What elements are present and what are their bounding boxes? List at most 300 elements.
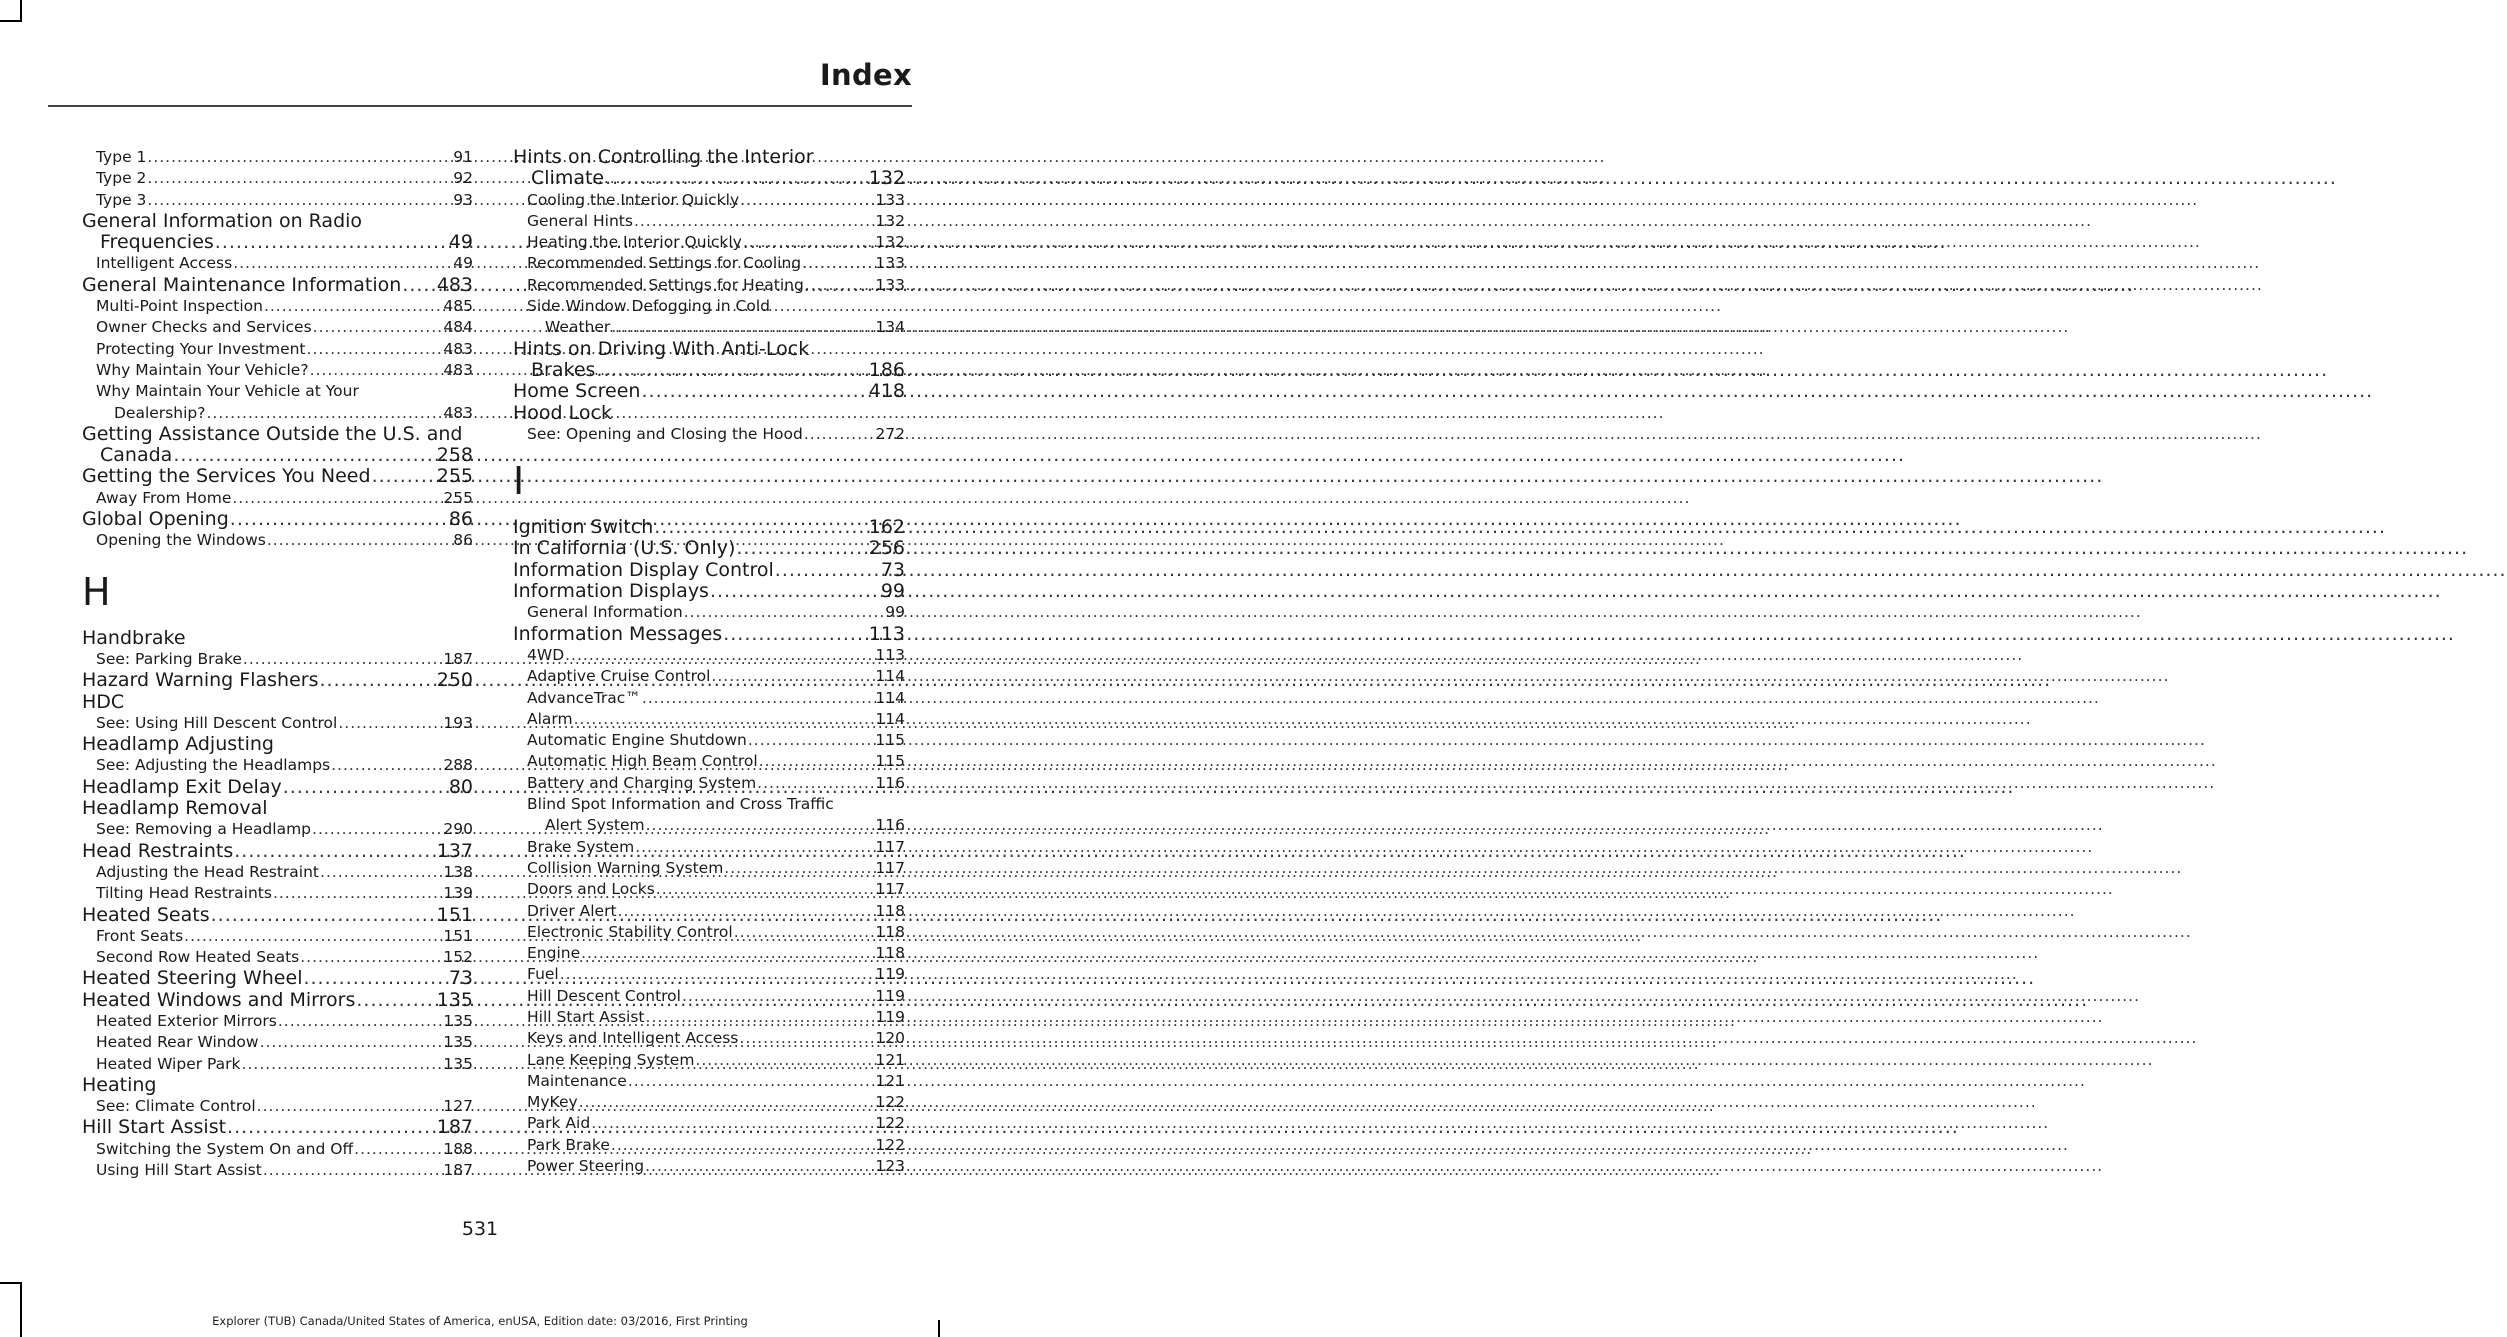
entry-text: Maintenance: [527, 1071, 627, 1090]
leader-dots: [646, 815, 875, 836]
page-ref: 99: [885, 603, 905, 622]
index-subentry[interactable]: [513, 190, 905, 211]
entry-text: See: Parking Brake: [96, 649, 242, 668]
entry-text: Driver Alert: [527, 901, 617, 920]
leader-dots: [641, 381, 867, 402]
page-ref: 121: [875, 1071, 905, 1090]
leader-dots: [233, 253, 452, 274]
index-subentry[interactable]: [513, 296, 905, 339]
leader-dots: [611, 317, 874, 338]
index-subentry[interactable]: [513, 879, 905, 900]
entry-text: General Information: [527, 603, 683, 622]
entry-text: Getting the Services You Need: [82, 465, 371, 488]
page-ref: 258: [436, 444, 473, 467]
page-ref: 139: [443, 884, 473, 903]
leader-dots: [147, 147, 452, 168]
entry-text: Doors and Locks: [527, 880, 655, 899]
entry-text: Tilting Head Restraints: [96, 884, 272, 903]
entry-text: 4WD: [527, 645, 565, 664]
page-ref: 119: [875, 965, 905, 984]
index-subentry[interactable]: [513, 253, 905, 274]
entry-text-line1: Hints on Driving With Anti-Lock: [513, 337, 810, 360]
entry-text: See: Climate Control: [96, 1097, 256, 1116]
index-subentry[interactable]: [513, 211, 905, 232]
index-column-right: [513, 147, 905, 1177]
page-ref: 483: [443, 360, 473, 379]
entry-text: Using Hill Start Assist: [96, 1161, 262, 1180]
page-ref: 86: [453, 531, 473, 550]
page-ref: 135: [436, 988, 473, 1011]
page-number: 531: [461, 1218, 499, 1240]
index-subentry[interactable]: [82, 1160, 473, 1181]
page-ref: 86: [448, 508, 473, 531]
index-entry[interactable]: [513, 339, 905, 382]
leader-dots: [579, 1092, 875, 1113]
index-entry[interactable]: [82, 841, 473, 862]
index-subentry[interactable]: [82, 317, 473, 338]
leader-dots: [242, 1054, 443, 1075]
page-ref: 485: [443, 297, 473, 316]
entry-text-line2[interactable]: [513, 360, 905, 381]
section-letter-h: H: [82, 569, 111, 614]
entry-text-line1: General Information on Radio: [82, 209, 363, 232]
entry-text-line2[interactable]: [527, 317, 905, 338]
page-ref: 99: [880, 580, 905, 603]
page-ref: 135: [443, 1033, 473, 1052]
leader-dots: [273, 883, 442, 904]
index-subentry[interactable]: [82, 1139, 473, 1160]
entry-text: Heated Wiper Park: [96, 1054, 241, 1073]
leader-dots: [402, 275, 435, 296]
index-subentry[interactable]: [82, 168, 473, 189]
page-ref: 151: [443, 926, 473, 945]
leader-dots: [173, 445, 435, 466]
page-ref: 186: [868, 358, 905, 381]
entry-text: Protecting Your Investment: [96, 339, 306, 358]
leader-dots: [320, 862, 442, 883]
leader-dots: [354, 1139, 442, 1160]
index-subentry[interactable]: [82, 947, 473, 968]
entry-text: Adjusting the Head Restraint: [96, 862, 320, 881]
index-subentry[interactable]: [513, 688, 905, 709]
leader-dots: [313, 317, 443, 338]
index-entry[interactable]: [82, 990, 473, 1011]
entry-text-line1: Hints on Controlling the Interior: [513, 146, 814, 168]
entry-text: Cooling the Interior Quickly: [527, 190, 740, 209]
page-ref: 151: [436, 903, 473, 926]
index-entry[interactable]: [82, 968, 473, 989]
index-subentry[interactable]: [82, 649, 473, 670]
leader-dots: [234, 841, 436, 862]
index-subentry[interactable]: [82, 253, 473, 274]
index-subentry[interactable]: [513, 943, 905, 964]
index-subentry[interactable]: [513, 901, 905, 922]
entry-text: Hill Descent Control: [527, 986, 681, 1005]
leader-dots: [740, 190, 874, 211]
leader-dots: [682, 986, 874, 1007]
page-ref: 290: [443, 820, 473, 839]
leader-dots: [227, 1117, 436, 1138]
leader-dots: [802, 253, 874, 274]
index-subentry[interactable]: [513, 424, 905, 445]
page-ref: 117: [875, 837, 905, 856]
index-heading: Hood Lock: [513, 401, 612, 424]
index-subentry[interactable]: [513, 964, 905, 985]
leader-dots: [734, 922, 875, 943]
index-subentry[interactable]: [513, 773, 905, 794]
leader-dots: [724, 858, 874, 879]
index-subentry[interactable]: [513, 1050, 905, 1071]
index-subentry[interactable]: [513, 751, 905, 772]
leader-dots: [147, 168, 452, 189]
index-subentry[interactable]: [513, 1135, 905, 1156]
index-subentry[interactable]: [82, 360, 473, 381]
leader-dots: [743, 232, 875, 253]
entry-text: Electronic Stability Control: [527, 922, 733, 941]
leader-dots: [591, 1113, 874, 1134]
leader-dots: [565, 645, 874, 666]
entry-text: Why Maintain Your Vehicle?: [96, 360, 309, 379]
index-subentry[interactable]: [513, 1156, 905, 1177]
leader-dots: [775, 560, 880, 581]
leader-dots: [646, 1007, 875, 1028]
entry-text: Heating the Interior Quickly: [527, 233, 742, 252]
leader-dots: [147, 190, 452, 211]
entry-text: Recommended Settings for Cooling: [527, 254, 802, 273]
leader-dots: [243, 649, 442, 670]
index-subentry[interactable]: [513, 1071, 905, 1092]
page-ref: 193: [443, 713, 473, 732]
index-entry[interactable]: [513, 381, 905, 402]
entry-text: Type 1: [96, 148, 147, 166]
index-subentry[interactable]: [82, 190, 473, 211]
index-entry[interactable]: [513, 624, 905, 645]
left-top-entries: [82, 147, 473, 552]
entry-text-line2[interactable]: [82, 232, 473, 253]
index-subentry[interactable]: [513, 1007, 905, 1028]
right-top-entries: [513, 147, 905, 445]
index-subentry[interactable]: [513, 922, 905, 943]
page-ref: 115: [875, 731, 905, 750]
page-ref: 117: [875, 880, 905, 899]
page-ref: 132: [875, 211, 905, 230]
entry-text: Heated Exterior Mirrors: [96, 1011, 277, 1030]
leader-dots: [618, 901, 875, 922]
leader-dots: [372, 466, 436, 487]
index-subentry[interactable]: [82, 1032, 473, 1053]
entry-text: Dealership?: [114, 403, 206, 422]
entry-text: Park Aid: [527, 1114, 591, 1133]
index-subentry[interactable]: [82, 713, 473, 734]
index-heading: HDC: [82, 690, 125, 713]
leader-dots: [331, 755, 442, 776]
entry-text: Information Display Control: [513, 558, 774, 581]
index-subentry[interactable]: [82, 381, 473, 424]
entry-text: MyKey: [527, 1093, 578, 1112]
entry-text: Hill Start Assist: [527, 1007, 645, 1026]
index-column-left: [82, 147, 473, 1181]
index-subentry[interactable]: [82, 819, 473, 840]
index-entry[interactable]: [82, 275, 473, 296]
leader-dots: [230, 509, 448, 530]
leader-dots: [645, 1156, 874, 1177]
entry-text: Owner Checks and Services: [96, 318, 312, 337]
entry-text: See: Using Hill Descent Control: [96, 713, 338, 732]
entry-text: Canada: [100, 444, 173, 467]
index-entry[interactable]: [513, 538, 905, 559]
entry-text: Heated Seats: [82, 903, 210, 926]
index-heading: Heating: [82, 1073, 157, 1096]
index-entry[interactable]: [513, 581, 905, 602]
entry-text: Intelligent Access: [96, 254, 233, 273]
page-ref: 135: [443, 1011, 473, 1030]
leader-dots: [257, 1096, 443, 1117]
leader-dots: [634, 211, 874, 232]
index-subentry[interactable]: [82, 862, 473, 883]
page-ref: 418: [868, 380, 905, 403]
entry-text: Information Displays: [513, 580, 709, 603]
entry-text: Weather: [545, 318, 611, 337]
entry-text-line1: Getting Assistance Outside the U.S. and: [82, 422, 463, 445]
leader-dots: [711, 666, 874, 687]
entry-text: Brakes: [531, 358, 596, 381]
page-ref: 120: [875, 1029, 905, 1048]
index-subentry[interactable]: [82, 883, 473, 904]
leader-dots: [596, 360, 867, 381]
index-subentry[interactable]: [513, 275, 905, 296]
entry-text: Brake System: [527, 837, 635, 856]
page-ref: 152: [443, 948, 473, 967]
index-subentry[interactable]: [513, 1113, 905, 1134]
leader-dots: [356, 990, 435, 1011]
index-entry[interactable]: [82, 211, 473, 254]
entry-text: Hazard Warning Flashers: [82, 669, 319, 692]
leader-dots: [283, 777, 448, 798]
leader-dots: [748, 730, 875, 751]
page-ref: 250: [436, 669, 473, 692]
entry-text: Second Row Heated Seats: [96, 948, 300, 967]
page-ref: 123: [875, 1157, 905, 1176]
page-ref: 133: [875, 254, 905, 273]
leader-dots: [605, 168, 868, 189]
index-subentry[interactable]: [82, 296, 473, 317]
entry-text-line1: Side Window Defogging in Cold: [527, 297, 770, 316]
index-subentry[interactable]: [82, 339, 473, 360]
index-entry[interactable]: [513, 560, 905, 581]
page-ref: 138: [443, 862, 473, 881]
index-subentry[interactable]: [513, 858, 905, 879]
leader-dots: [628, 1071, 875, 1092]
page-ref: 288: [443, 756, 473, 775]
index-subentry[interactable]: [513, 602, 905, 623]
index-subentry[interactable]: [82, 488, 473, 509]
leader-dots: [654, 517, 867, 538]
page-ref: 73: [880, 558, 905, 581]
entry-text-line1: Why Maintain Your Vehicle at Your: [96, 382, 359, 401]
index-entry[interactable]: [513, 147, 905, 190]
entry-text: Head Restraints: [82, 839, 234, 862]
entry-text: Opening the Windows: [96, 531, 266, 550]
index-subentry[interactable]: [513, 645, 905, 666]
index-entry[interactable]: [513, 517, 905, 538]
page-ref: 483: [436, 273, 473, 296]
page-ref: 272: [875, 424, 905, 443]
left-bottom-entries: [82, 628, 473, 1182]
page-ref: 80: [448, 775, 473, 798]
page-ref: 255: [443, 488, 473, 507]
index-entry[interactable]: [82, 905, 473, 926]
leader-dots: [211, 905, 436, 926]
entry-text: Heated Rear Window: [96, 1033, 259, 1052]
leader-dots: [723, 624, 868, 645]
page-ref: 73: [448, 967, 473, 990]
page-ref: 113: [868, 622, 905, 645]
page-ref: 115: [875, 752, 905, 771]
index-subentry[interactable]: [513, 837, 905, 858]
page-ref: 114: [875, 709, 905, 728]
page-ref: 188: [443, 1139, 473, 1158]
entry-text: See: Removing a Headlamp: [96, 820, 312, 839]
leader-dots: [656, 879, 875, 900]
page-ref: 187: [443, 649, 473, 668]
index-entry[interactable]: [82, 670, 473, 691]
page-ref: 484: [443, 318, 473, 337]
entry-text: Global Opening: [82, 508, 229, 531]
index-subentry[interactable]: [513, 794, 905, 837]
page-ref: 118: [875, 944, 905, 963]
index-subentry[interactable]: [513, 1092, 905, 1113]
entry-text: Battery and Charging System: [527, 773, 757, 792]
index-entry[interactable]: [82, 466, 473, 487]
page-ref: 134: [875, 318, 905, 337]
page-ref: 187: [443, 1161, 473, 1180]
page-ref: 137: [436, 839, 473, 862]
index-subentry[interactable]: [82, 1096, 473, 1117]
leader-dots: [312, 819, 442, 840]
entry-text: AdvanceTrac™: [527, 688, 641, 707]
entry-text: Type 2: [96, 169, 147, 188]
entry-text-line2[interactable]: [513, 168, 905, 189]
page-ref: 133: [875, 275, 905, 294]
page-ref: 118: [875, 922, 905, 941]
entry-text: Alert System: [545, 816, 645, 835]
index-entry[interactable]: [82, 1117, 473, 1138]
index-entry[interactable]: [82, 424, 473, 467]
entry-text: Information Messages: [513, 622, 723, 645]
page-ref: 116: [875, 816, 905, 835]
index-subentry[interactable]: [513, 730, 905, 751]
index-subentry[interactable]: [513, 232, 905, 253]
index-subentry[interactable]: [82, 1011, 473, 1032]
leader-dots: [206, 403, 442, 424]
index-heading: Headlamp Adjusting: [82, 733, 274, 756]
leader-dots: [710, 581, 880, 602]
page-ref: 93: [453, 190, 473, 209]
entry-text: See: Adjusting the Headlamps: [96, 756, 331, 775]
entry-text: Automatic Engine Shutdown: [527, 731, 747, 750]
page-ref: 114: [875, 688, 905, 707]
page-ref: 122: [875, 1093, 905, 1112]
leader-dots: [684, 602, 885, 623]
entry-text-line2[interactable]: [96, 403, 473, 424]
entry-text: Headlamp Exit Delay: [82, 775, 282, 798]
page-ref: 118: [875, 901, 905, 920]
entry-text: Away From Home: [96, 488, 232, 507]
page-ref: 49: [453, 254, 473, 273]
leader-dots: [805, 275, 875, 296]
index-subentry[interactable]: [513, 1028, 905, 1049]
leader-dots: [757, 773, 874, 794]
index-subentry[interactable]: [82, 1054, 473, 1075]
index-subentry[interactable]: [513, 986, 905, 1007]
entry-text-line2[interactable]: [527, 815, 905, 836]
leader-dots: [642, 688, 875, 709]
page-ref: 132: [868, 167, 905, 190]
page-ref: 132: [875, 233, 905, 252]
leader-dots: [184, 926, 442, 947]
entry-text: General Hints: [527, 211, 633, 230]
leader-dots: [215, 232, 448, 253]
entry-text: Power Steering: [527, 1157, 645, 1176]
leader-dots: [319, 670, 435, 691]
entry-text-line2[interactable]: [82, 445, 473, 466]
leader-dots: [232, 488, 442, 509]
index-subentry[interactable]: [82, 755, 473, 776]
entry-text: In California (U.S. Only): [513, 537, 736, 560]
index-subentry[interactable]: [82, 530, 473, 551]
entry-text: Front Seats: [96, 926, 184, 945]
entry-text: General Maintenance Information: [82, 273, 402, 296]
page-ref: 122: [875, 1114, 905, 1133]
entry-text: Ignition Switch: [513, 516, 654, 539]
leader-dots: [574, 709, 875, 730]
page-ref: 117: [875, 858, 905, 877]
page-ref: 114: [875, 667, 905, 686]
crop-mark-top-left: [20, 0, 22, 22]
index-subentry[interactable]: [82, 926, 473, 947]
entry-text: Keys and Intelligent Access: [527, 1029, 739, 1048]
section-letter-i: I: [513, 459, 525, 504]
header-rule: [48, 105, 912, 107]
page-ref: 122: [875, 1135, 905, 1154]
index-entry[interactable]: [82, 509, 473, 530]
leader-dots: [303, 968, 447, 989]
entry-text: Hill Start Assist: [82, 1116, 227, 1139]
index-subentry[interactable]: [513, 666, 905, 687]
entry-text: Climate: [531, 167, 605, 190]
entry-text: Adaptive Cruise Control: [527, 667, 711, 686]
page-ref: 483: [443, 403, 473, 422]
leader-dots: [581, 943, 874, 964]
entry-text-line1: Blind Spot Information and Cross Traffic: [527, 795, 834, 814]
page-ref: 119: [875, 986, 905, 1005]
leader-dots: [560, 964, 875, 985]
index-subentry[interactable]: [513, 709, 905, 730]
leader-dots: [263, 1160, 443, 1181]
leader-dots: [736, 538, 867, 559]
page-ref: 133: [875, 190, 905, 209]
entry-text: Lane Keeping System: [527, 1050, 695, 1069]
leader-dots: [267, 530, 452, 551]
page-ref: 187: [436, 1116, 473, 1139]
index-subentry[interactable]: [82, 147, 473, 168]
entry-text: Frequencies: [100, 231, 214, 254]
index-entry[interactable]: [82, 777, 473, 798]
page-ref: 483: [443, 339, 473, 358]
crop-mark-bottom-left: [20, 1282, 22, 1337]
crop-mark-top-left-h: [0, 20, 22, 22]
leader-dots: [611, 1135, 875, 1156]
